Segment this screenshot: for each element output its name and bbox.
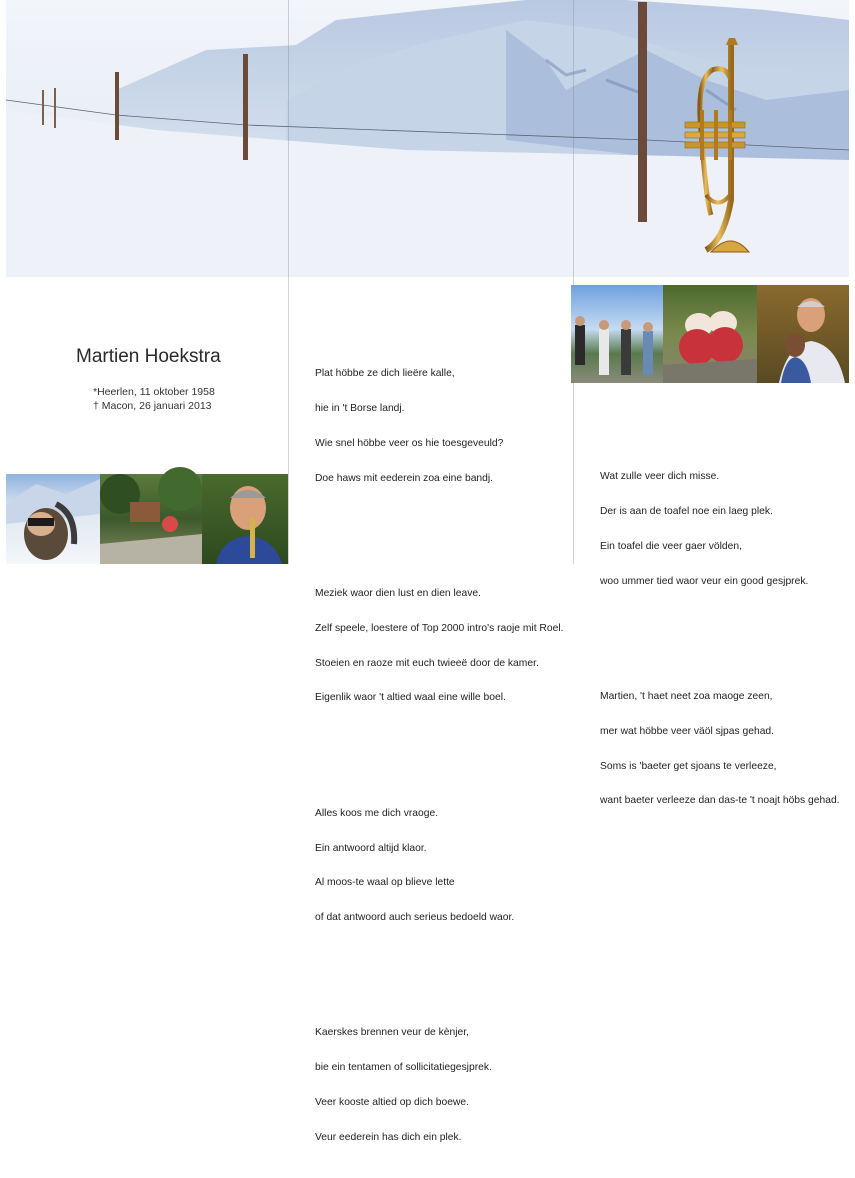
poem-line: Der is aan de toafel noe ein laeg plek. <box>600 506 773 518</box>
fold-line-right <box>573 0 574 564</box>
poem-line: Stoeien en raoze mit euch twieeë door de kamer. <box>315 657 539 669</box>
stanza-6 <box>600 668 840 830</box>
poem-line: mer wat höbbe veer väöl sjpas gehad. <box>600 725 775 737</box>
poem-line: Al moos-te waal op blieve lette <box>315 877 455 889</box>
poem-line: Alles koos me dich vraoge. <box>315 807 439 819</box>
poem-line: Kaerskes brennen veur de kènjer, <box>315 1027 469 1039</box>
photo-group <box>571 285 663 383</box>
poem-column-1 <box>315 322 563 1178</box>
poem-line: Zelf speele, loestere of Top 2000 intro's raoje mit Roel. <box>315 622 564 634</box>
stanza-1 <box>315 345 563 507</box>
poem-line: Doe haws mit eederein zoa eine bandj. <box>315 472 494 484</box>
photo-figures <box>663 285 757 383</box>
snow-landscape-illustration <box>6 0 849 277</box>
poem-line: bie ein tentamen of sollicitatiegesjprek. <box>315 1062 492 1074</box>
poem-line: woo ummer tied waor veur ein good gesjprek. <box>600 575 809 587</box>
stanza-4 <box>315 1004 563 1166</box>
poem-line: Veur eederein has dich ein plek. <box>315 1131 462 1143</box>
photo-garden <box>100 474 202 564</box>
poem-line: of dat antwoord auch serieus bedoeld waor. <box>315 912 515 924</box>
poem-line: Wie snel höbbe veer os hie toesgeveuld? <box>315 437 504 449</box>
photo-trumpet-player <box>202 474 288 564</box>
poem-line: Ein toafel die veer gaer völden, <box>600 540 742 552</box>
poem-line: Ein antwoord altijd klaor. <box>315 842 427 854</box>
photo-man-child <box>757 285 849 383</box>
fold-line-left <box>288 0 289 564</box>
birth-date: *Heerlen, 11 oktober 1958 <box>93 386 215 398</box>
poem-line: Wat zulle veer dich misse. <box>600 471 720 483</box>
panorama-image <box>6 0 849 277</box>
poem-line: Soms is 'baeter get sjoans te verleeze, <box>600 760 777 772</box>
poem-line: Martien, 't haet neet zoa maoge zeen, <box>600 691 773 703</box>
deceased-name: Martien Hoekstra <box>76 346 221 367</box>
poem-line: Veer kooste altied op dich boewe. <box>315 1097 469 1108</box>
poem-line: want baeter verleeze dan das-te 't noajt höbs gehad. <box>600 795 840 807</box>
poem-line: Plat höbbe ze dich lieëre kalle, <box>315 368 455 380</box>
poem-column-2 <box>600 425 840 842</box>
poem-line: hie in 't Borse landj. <box>315 403 405 415</box>
poem-line: Eigenlik waor 't altied waal eine wille boel. <box>315 692 506 704</box>
death-date: † Macon, 26 januari 2013 <box>93 400 212 412</box>
stanza-2 <box>315 565 563 727</box>
poem-line: Meziek waor dien lust en dien leave. <box>315 588 481 600</box>
stanza-5 <box>600 448 840 610</box>
dates-block <box>93 385 215 413</box>
photo-ski <box>6 474 100 564</box>
stanza-3 <box>315 785 563 947</box>
